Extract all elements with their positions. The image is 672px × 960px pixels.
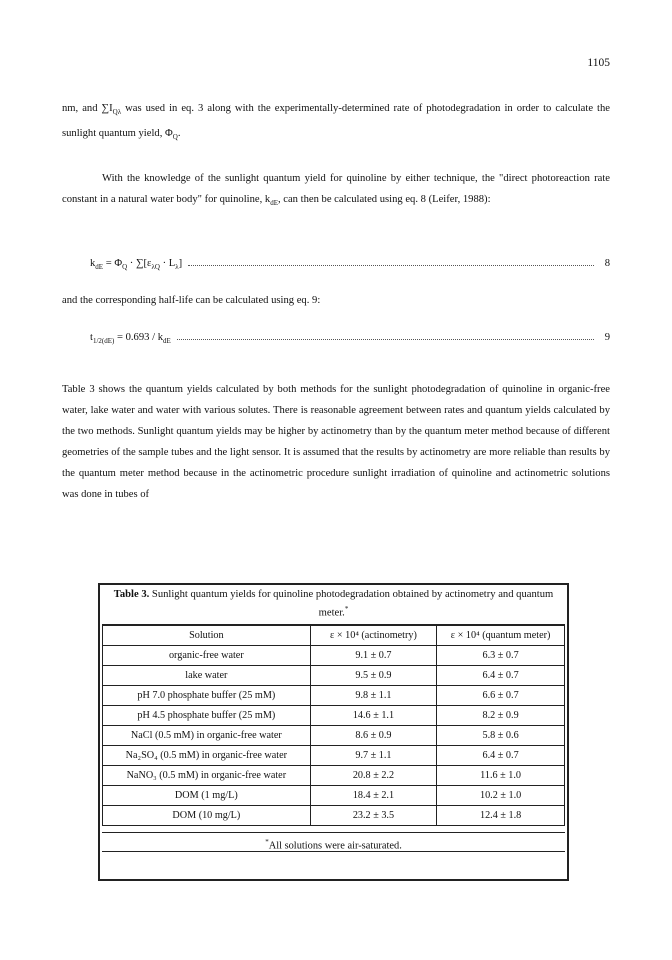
table-cell: NaNO₃ (0.5 mM) in organic-free water: [103, 765, 311, 785]
equation-9: $t_{1/2(dE)} = 0.693 / k_{dE}$ 9: [90, 332, 610, 346]
paragraph-4: Table 3 shows the quantum yields calculated by both methods for the sunlight photodegradation of quinoline in organic-free water, lake water and water with various solutes. There is reasonable agreement between rates and quantum yields calculated by the two methods. Sunlight quantum yields may be higher by actinometry than by the quantum meter method because of different geometries of the sample tubes and the light sensor. It is assumed that the results by actinometry are more reliable than results by the quantum meter method because in the actinometric procedure sunlight irradiation of quinoline and actinometric solutions was done in tubes of: [62, 384, 610, 500]
table-cell: DOM (10 mg/L): [103, 805, 311, 825]
table-cell: 6.4 ± 0.7: [437, 665, 565, 685]
dot-leader: [177, 338, 594, 340]
table-cell: 11.6 ± 1.0: [437, 765, 565, 785]
table-cell: 9.7 ± 1.1: [310, 745, 437, 765]
table-cell: lake water: [103, 665, 311, 685]
table-cell: 5.8 ± 0.6: [437, 725, 565, 745]
table-cell: 9.8 ± 1.1: [310, 685, 437, 705]
page-number: 1105: [587, 57, 610, 69]
table-cell: pH 7.0 phosphate buffer (25 mM): [103, 685, 311, 705]
table-cell: 6.6 ± 0.7: [437, 685, 565, 705]
paragraph-3: and the corresponding half-life can be calculated using eq. 9:: [62, 295, 321, 306]
equation-8: $k_{dE} = \Phi_Q \cdot \sum[\varepsilon_{\lambda Q} \cdot L_\lambda]$ 8: [90, 258, 610, 272]
table-caption: Table 3. Sunlight quantum yields for quinoline photodegradation obtained by actinometry and quantum meter.*: [113, 589, 554, 619]
table-footnote: *All solutions were air-saturated.: [102, 832, 565, 852]
column-header: Solution: [103, 625, 311, 646]
dot-leader: [188, 264, 594, 266]
table-row: [103, 785, 565, 805]
table-row: [103, 685, 565, 705]
table-cell: 6.3 ± 0.7: [437, 645, 565, 665]
table-cell: pH 4.5 phosphate buffer (25 mM): [103, 705, 311, 725]
table-row: [103, 665, 565, 685]
table-row: [103, 705, 565, 725]
table-grid: [102, 624, 565, 826]
column-header: ε × 10⁴ (actinometry): [310, 625, 437, 646]
table-row: [103, 725, 565, 745]
table-3: [98, 583, 569, 881]
table-cell: Na₂SO₄ (0.5 mM) in organic-free water: [103, 745, 311, 765]
table-cell: 9.1 ± 0.7: [310, 645, 437, 665]
table-cell: 14.6 ± 1.1: [310, 705, 437, 725]
table-header-row: [103, 625, 565, 646]
table-row: [103, 765, 565, 785]
table-row: [103, 805, 565, 825]
column-header: ε × 10⁴ (quantum meter): [437, 625, 565, 646]
table-cell: 8.2 ± 0.9: [437, 705, 565, 725]
table-cell: organic-free water: [103, 645, 311, 665]
paragraph-1: nm, and $\sum I_{Q\lambda}$ was used in eq. 3 along with the experimentally-determined rate of photodegradation in order to calculate the sunlight quantum yield, $\Phi_Q$.: [62, 103, 610, 142]
equation-number: 9: [604, 332, 610, 343]
table-cell: NaCl (0.5 mM) in organic-free water: [103, 725, 311, 745]
table-cell: 23.2 ± 3.5: [310, 805, 437, 825]
table-cell: 6.4 ± 0.7: [437, 745, 565, 765]
paragraph-2: With the knowledge of the sunlight quantum yield for quinoline by either technique, the "direct photoreaction rate constant in a natural water body" for quinoline, $k_{dE}$, can then be calculated using eq. 8 (Leifer, 1988):: [62, 173, 610, 208]
table-cell: 10.2 ± 1.0: [437, 785, 565, 805]
table-cell: DOM (1 mg/L): [103, 785, 311, 805]
equation-number: 8: [604, 258, 610, 269]
table-cell: 18.4 ± 2.1: [310, 785, 437, 805]
table-cell: 8.6 ± 0.9: [310, 725, 437, 745]
table-row: [103, 745, 565, 765]
table-row: [103, 645, 565, 665]
table-cell: 20.8 ± 2.2: [310, 765, 437, 785]
table-cell: 9.5 ± 0.9: [310, 665, 437, 685]
table-cell: 12.4 ± 1.8: [437, 805, 565, 825]
